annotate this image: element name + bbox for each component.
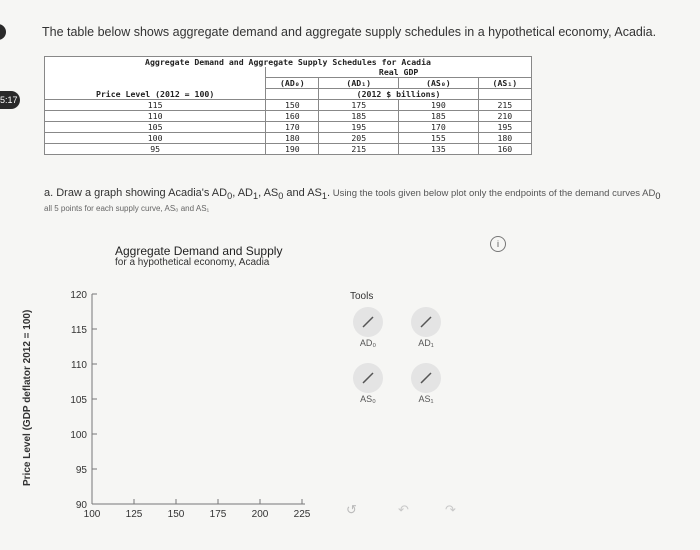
table-cell-ad1: 195 <box>319 122 399 133</box>
table-cell-as0: 155 <box>399 133 479 144</box>
real-gdp-header: Real GDP <box>266 67 532 78</box>
line-tool-icon <box>411 363 441 393</box>
table-cell-as1: 215 <box>478 100 531 111</box>
reset-icon[interactable]: ↺ <box>346 502 357 517</box>
ad0-header: (AD₀) <box>266 78 319 89</box>
table-cell-p: 115 <box>45 100 266 111</box>
x-tick-label: 225 <box>293 509 311 520</box>
x-tick-label: 100 <box>83 509 101 520</box>
table-cell-p: 95 <box>45 144 266 155</box>
table-cell-as0: 190 <box>399 100 479 111</box>
y-tick-label: 110 <box>71 360 87 371</box>
table-cell-as1: 210 <box>478 111 531 122</box>
y-tick-label: 115 <box>71 325 87 336</box>
table-cell-ad1: 205 <box>319 133 399 144</box>
question-subtext: all 5 points for each supply curve, AS₀ and AS₁ <box>44 204 210 213</box>
x-tick-label: 125 <box>125 509 143 520</box>
line-tool-icon <box>411 307 441 337</box>
ad1-header: (AD₁) <box>319 78 399 89</box>
y-tick-label: 95 <box>75 465 87 476</box>
x-tick-label: 175 <box>209 509 227 520</box>
price-level-header: Price Level (2012 = 100) <box>45 89 266 100</box>
table-cell-as1: 195 <box>478 122 531 133</box>
y-tick-label: 105 <box>70 395 87 406</box>
tool-button-2[interactable] <box>353 363 383 393</box>
undo-icon[interactable]: ↶ <box>398 502 409 517</box>
as1-header: (AS₁) <box>478 78 531 89</box>
x-tick-label: 150 <box>167 509 185 520</box>
table-cell-ad0: 170 <box>266 122 319 133</box>
as0-header: (AS₀) <box>399 78 479 89</box>
table-cell-ad1: 215 <box>319 144 399 155</box>
intro-text: The table below shows aggregate demand and aggregate supply schedules in a hypothetical economy, Acadia. <box>42 25 657 39</box>
y-tick-label: 90 <box>75 500 87 511</box>
table-cell-ad0: 150 <box>266 100 319 111</box>
y-tick-label: 120 <box>70 290 87 301</box>
tool-label: AS₀ <box>360 394 376 404</box>
question-text: a. Draw a graph showing Acadia's $AD_0$, $AD_1$, $AS_0$ and $AS_1$. Using the tools given below plot only the endpoints of the demand curves $AD_0$ <box>44 187 661 202</box>
tool-button-1[interactable] <box>411 307 441 337</box>
y-tick-label: 100 <box>70 430 87 441</box>
table-cell-p: 100 <box>45 133 266 144</box>
table-cell-ad0: 180 <box>266 133 319 144</box>
tool-label: AS₁ <box>418 394 434 404</box>
x-tick-label: 200 <box>251 509 269 520</box>
tool-label: AD₁ <box>418 338 434 348</box>
table-cell-as0: 135 <box>399 144 479 155</box>
y-axis-label: Price Level (GDP deflator 2012 = 100) <box>22 309 33 486</box>
table-title: Aggregate Demand and Aggregate Supply Schedules for Acadia <box>45 57 532 68</box>
line-tool-icon <box>353 307 383 337</box>
table-cell-as0: 170 <box>399 122 479 133</box>
graph-title: Aggregate Demand and Supply <box>115 244 283 258</box>
redo-icon[interactable]: ↷ <box>445 502 456 517</box>
tools-title: Tools <box>350 291 374 302</box>
tool-label: AD₀ <box>359 338 377 348</box>
graph-subtitle: for a hypothetical economy, Acadia <box>115 257 270 268</box>
tool-button-3[interactable] <box>411 363 441 393</box>
table-cell-as1: 160 <box>478 144 531 155</box>
table-cell-ad0: 190 <box>266 144 319 155</box>
table-cell-ad0: 160 <box>266 111 319 122</box>
info-icon[interactable]: i <box>490 236 506 252</box>
table-cell-as0: 185 <box>399 111 479 122</box>
table-cell-p: 110 <box>45 111 266 122</box>
table-cell-as1: 180 <box>478 133 531 144</box>
timer-badge: 5:17 <box>0 91 20 109</box>
line-tool-icon <box>353 363 383 393</box>
table-cell-ad1: 175 <box>319 100 399 111</box>
table-cell-p: 105 <box>45 122 266 133</box>
units-header: (2012 $ billions) <box>319 89 478 100</box>
tool-button-0[interactable] <box>353 307 383 337</box>
table-cell-ad1: 185 <box>319 111 399 122</box>
